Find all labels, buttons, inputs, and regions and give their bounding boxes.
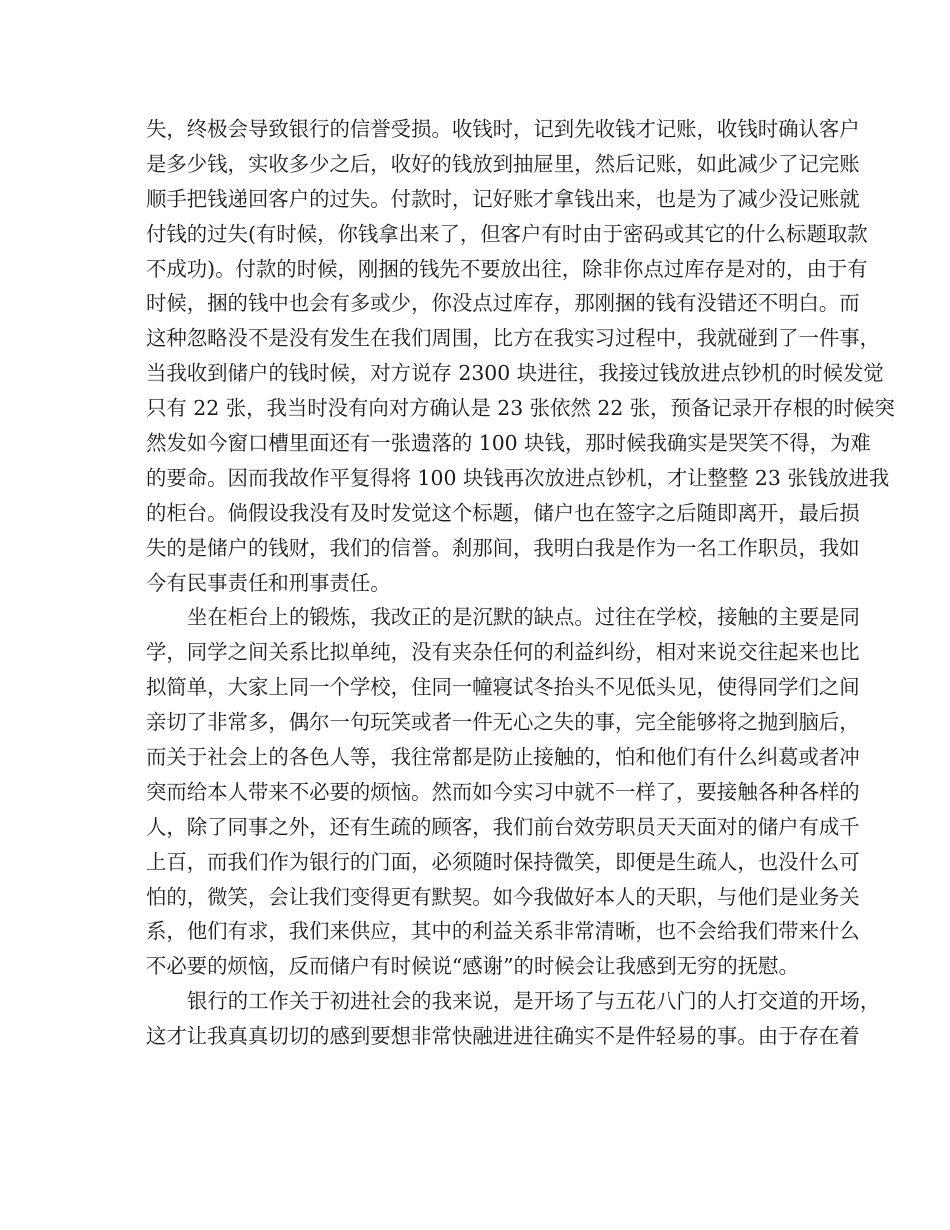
text-line: 系，他们有求，我们来供应，其中的利益关系非常清晰，也不会给我们带来什么 bbox=[146, 919, 860, 944]
text-line: 付钱的过失(有时候，你钱拿出来了，但客户有时由于密码或其它的什么标题取款 bbox=[146, 221, 868, 246]
text-line: 突而给本人带来不必要的烦恼。然而如今实习中就不一样了，要接触各种各样的 bbox=[146, 779, 860, 804]
text-line: 拟简单，大家上同一个学校，住同一幢寝试冬抬头不见低头见，使得同学们之间 bbox=[146, 675, 860, 700]
text-line: 时候，捆的钱中也会有多或少，你没点过库存，那刚捆的钱有没错还不明白。而 bbox=[146, 291, 860, 316]
text-line: 今有民事责任和刑事责任。 bbox=[146, 570, 391, 595]
text-line: 的要命。因而我故作平复得将 100 块钱再次放进点钞机，才让整整 23 张钱放进我 bbox=[146, 465, 890, 490]
text-line: 上百，而我们作为银行的门面，必须随时保持微笑，即便是生疏人，也没什么可 bbox=[146, 849, 860, 874]
text-line: 怕的，微笑，会让我们变得更有默契。如今我做好本人的天职，与他们是业务关 bbox=[146, 884, 860, 909]
text-line: 只有 22 张，我当时没有向对方确认是 23 张依然 22 张，预备记录开存根的时候突 bbox=[146, 396, 895, 421]
text-line: 银行的工作关于初进社会的我来说，是开场了与五花八门的人打交道的开场， bbox=[187, 989, 881, 1014]
body-text bbox=[146, 112, 895, 1054]
text-line: 亲切了非常多，偶尔一句玩笑或者一件无心之失的事，完全能够将之抛到脑后， bbox=[146, 710, 860, 735]
text-line: 学，同学之间关系比拟单纯，没有夹杂任何的利益纠纷，相对来说交往起来也比 bbox=[146, 640, 860, 665]
text-line: 人，除了同事之外，还有生疏的顾客，我们前台效劳职员天天面对的储户有成千 bbox=[146, 814, 860, 839]
text-line: 而关于社会上的各色人等，我往常都是防止接触的，怕和他们有什么纠葛或者冲 bbox=[146, 745, 860, 770]
text-line: 这种忽略没不是没有发生在我们周围，比方在我实习过程中，我就碰到了一件事， bbox=[146, 326, 881, 351]
text-line: 失，终极会导致银行的信誉受损。收钱时，记到先收钱才记账，收钱时确认客户 bbox=[146, 117, 860, 141]
text-line: 失的是储户的钱财，我们的信誉。刹那间，我明白我是作为一名工作职员，我如 bbox=[146, 535, 860, 560]
text-line: 是多少钱，实收多少之后，收好的钱放到抽屉里，然后记账，如此减少了记完账 bbox=[146, 151, 860, 176]
text-line: 这才让我真真切切的感到要想非常快融进进往确实不是件轻易的事。由于存在着 bbox=[146, 1024, 860, 1049]
text-line: 顺手把钱递回客户的过失。付款时，记好账才拿钱出来，也是为了减少没记账就 bbox=[146, 186, 860, 211]
text-line: 然发如今窗口槽里面还有一张遗落的 100 块钱，那时候我确实是哭笑不得，为难 bbox=[146, 431, 871, 456]
text-line: 的柜台。倘假设我没有及时发觉这个标题，储户也在签字之后随即离开，最后损 bbox=[146, 500, 860, 525]
text-line: 不必要的烦恼，反而储户有时候说“感谢”的时候会让我感到无穷的抚慰。 bbox=[146, 954, 799, 979]
text-line: 坐在柜台上的锻炼，我改正的是沉默的缺点。过往在学校，接触的主要是同 bbox=[187, 605, 860, 630]
text-line: 不成功)。付款的时候，刚捆的钱先不要放出往，除非你点过库存是对的，由于有 bbox=[146, 256, 868, 281]
text-line: 当我收到储户的钱时候，对方说存 2300 块进往，我接过钱放进点钞机的时候发觉 bbox=[146, 361, 884, 386]
